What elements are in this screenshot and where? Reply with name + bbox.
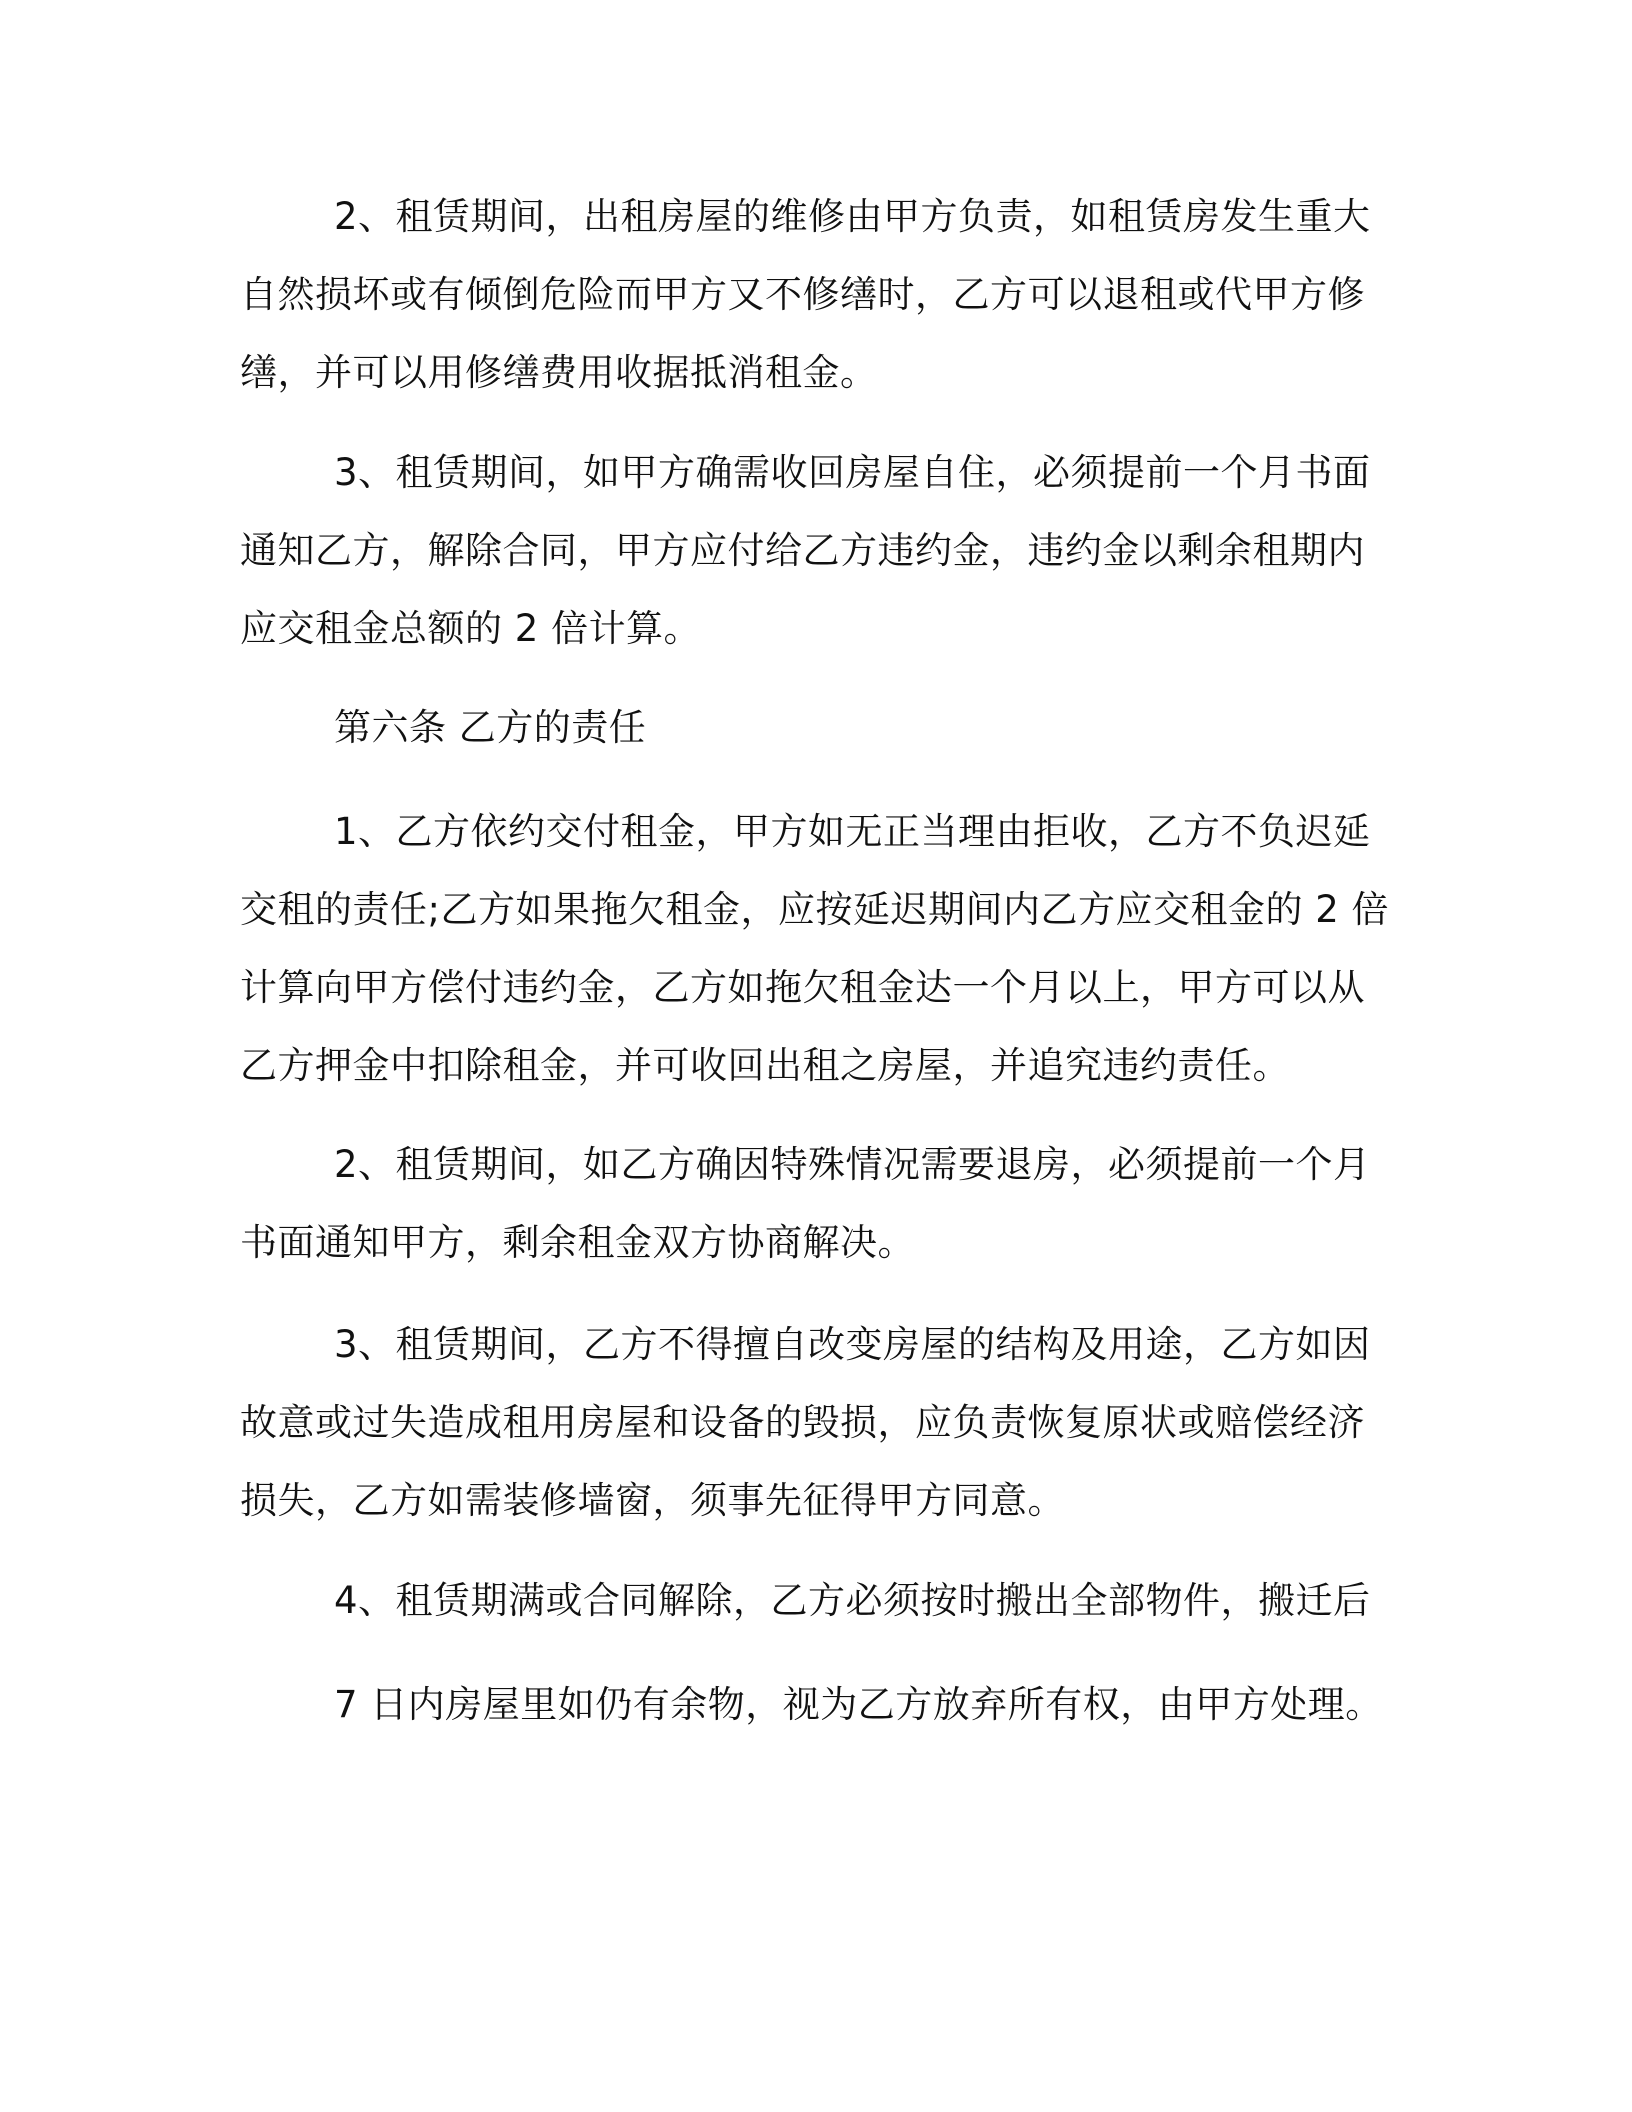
paragraph-line: 损失，乙方如需装修墙窗，须事先征得甲方同意。 (240, 1479, 1065, 1522)
paragraph-line: 应交租金总额的 2 倍计算。 (240, 607, 702, 650)
paragraph-line: 1、乙方依约交付租金，甲方如无正当理由拒收，乙方不负迟延 (334, 810, 1371, 853)
paragraph-line: 通知乙方，解除合同，甲方应付给乙方违约金，违约金以剩余租期内 (240, 529, 1365, 572)
paragraph-line: 故意或过失造成租用房屋和设备的毁损，应负责恢复原状或赔偿经济 (240, 1401, 1365, 1444)
paragraph-line: 计算向甲方偿付违约金，乙方如拖欠租金达一个月以上，甲方可以从 (240, 966, 1365, 1009)
paragraph-line: 书面通知甲方，剩余租金双方协商解决。 (240, 1221, 915, 1264)
paragraph-line: 4、租赁期满或合同解除，乙方必须按时搬出全部物件，搬迁后 (334, 1579, 1371, 1622)
paragraph-landlord-recall (240, 434, 1370, 668)
paragraph-line: 自然损坏或有倾倒危险而甲方又不修缮时，乙方可以退租或代甲方修 (240, 273, 1365, 316)
paragraph-line: 缮，并可以用修缮费用收据抵消租金。 (240, 351, 878, 394)
paragraph-line: 3、租赁期间，乙方不得擅自改变房屋的结构及用途，乙方如因 (334, 1323, 1371, 1366)
paragraph-tenant-move-out (240, 1126, 1370, 1282)
paragraph-line: 3、租赁期间，如甲方确需收回房屋自住，必须提前一个月书面 (334, 451, 1371, 494)
paragraph-line: 交租的责任;乙方如果拖欠租金，应按延迟期间内乙方应交租金的 2 倍 (240, 888, 1390, 931)
paragraph-landlord-repair (240, 178, 1370, 412)
paragraph-line: 乙方押金中扣除租金，并可收回出租之房屋，并追究违约责任。 (240, 1044, 1290, 1087)
paragraph-line: 7 日内房屋里如仍有余物，视为乙方放弃所有权，由甲方处理。 (334, 1683, 1383, 1726)
paragraph-lease-end (240, 1562, 1370, 1640)
paragraph-line: 2、租赁期间，出租房屋的维修由甲方负责，如租赁房发生重大 (334, 195, 1371, 238)
section-heading-article-6 (240, 689, 1370, 767)
paragraph-tenant-rent (240, 793, 1390, 1105)
section-heading-text: 第六条 乙方的责任 (334, 706, 647, 749)
paragraph-remaining-items (240, 1666, 1383, 1744)
paragraph-line: 2、租赁期间，如乙方确因特殊情况需要退房，必须提前一个月 (334, 1143, 1371, 1186)
paragraph-tenant-structure (240, 1306, 1370, 1540)
